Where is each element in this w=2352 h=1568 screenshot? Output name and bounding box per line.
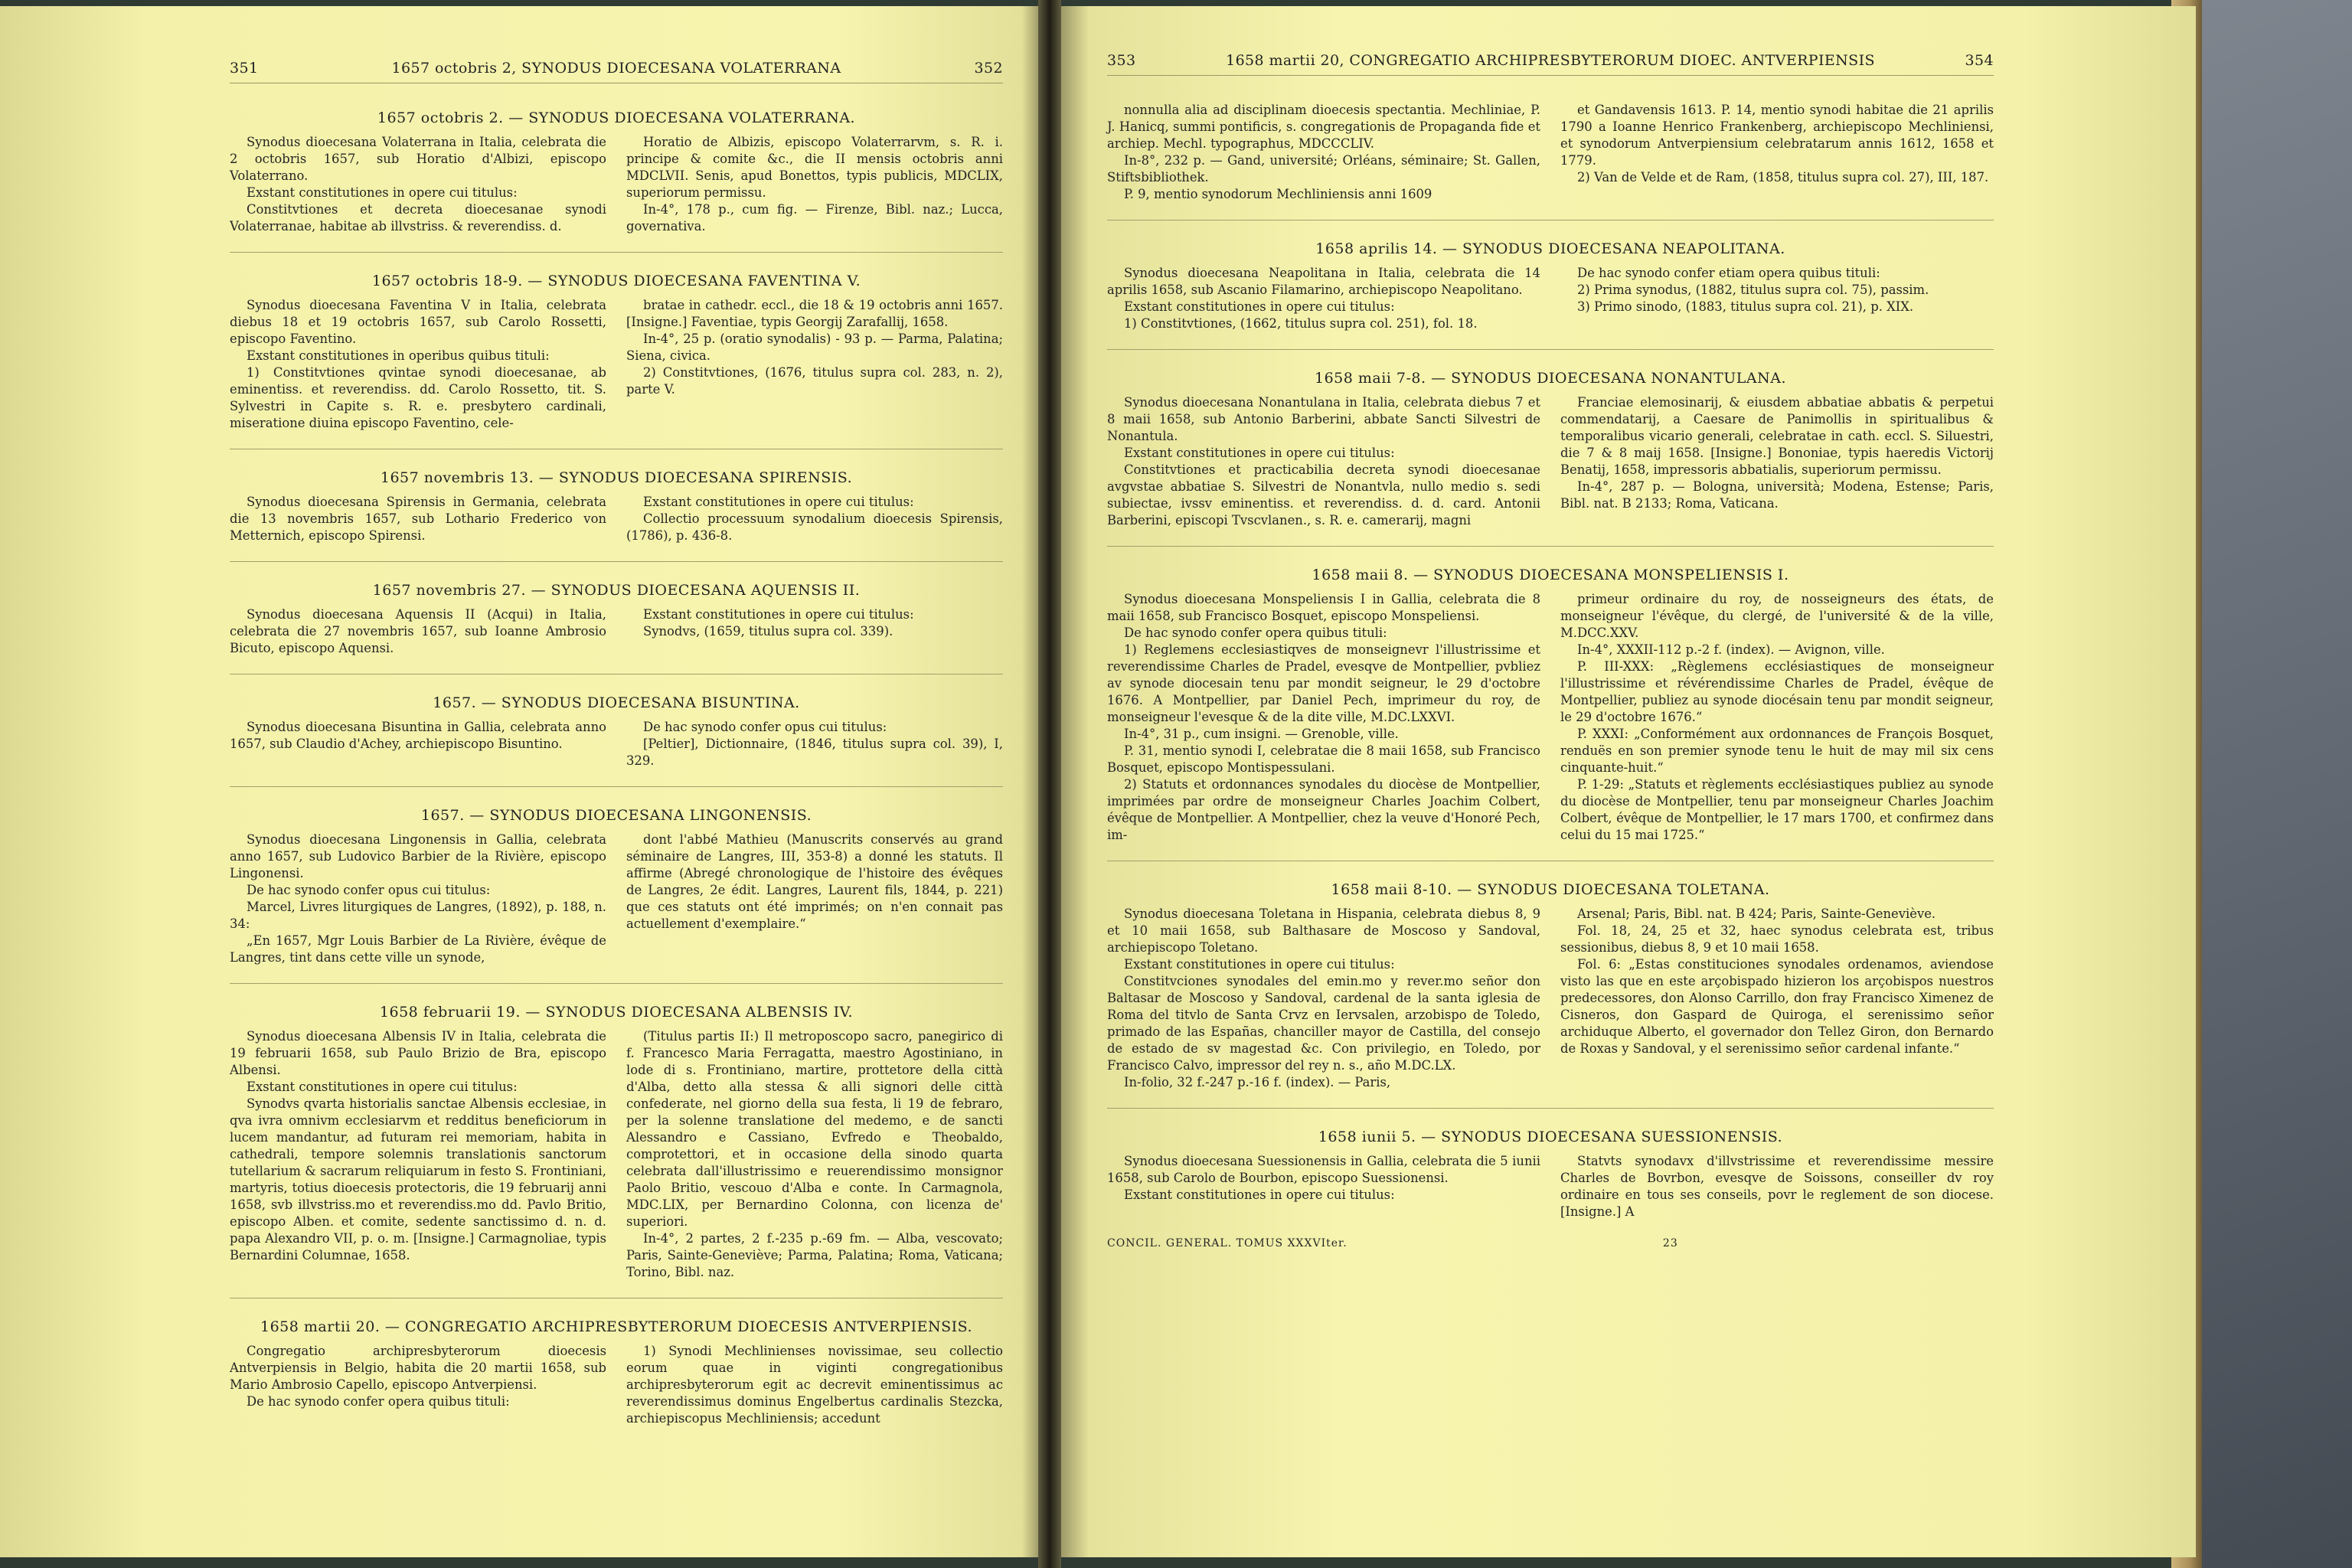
entry-paragraph: Synodus dioecesana Volaterrana in Italia, celebrata die 2 octobris 1657, sub Horatio d'Albizi, episcopo Volaterrano. xyxy=(230,135,606,183)
synod-entry xyxy=(1107,240,1994,332)
entry-paragraph: De hac synodo confer opera quibus tituli: xyxy=(1124,626,1387,640)
entry-column xyxy=(1107,265,1540,332)
entry-column xyxy=(1560,265,1994,332)
entry-column xyxy=(1560,906,1994,1091)
entry-column xyxy=(1107,906,1540,1091)
entry-paragraph: Constitvtiones et decreta dioecesanae synodi Volaterranae, habitae ab illvstriss. & reverendiss. d. xyxy=(230,202,606,234)
entry-body xyxy=(230,134,1003,235)
entry-paragraph: P. 9, mentio synodorum Mechliniensis anni 1609 xyxy=(1124,187,1432,201)
entry-paragraph: Constitvciones synodales del emin.mo y rever.mo señor don Baltasar de Moscoso y Sandoval, cardenal de la santa iglesia de Roma del titvlo de Santa Crvz en Iervsalen, arzobispo de Toledo, primado de las Españas, chanciller mayor de Castilla, del consejo de estado de sv magestad &c. Con privilegio, en Toledo, por Francisco Calvo, impressor del rey n. s., año M.DC.LX. xyxy=(1107,974,1540,1073)
entry-paragraph: Synodus dioecesana Faventina V in Italia, celebrata diebus 18 et 19 octobris 1657, sub Carolo Rossetti, episcopo Faventino. xyxy=(230,298,606,346)
running-title: 1658 martii 20, CONGREGATIO ARCHIPRESBYTERORUM DIOEC. ANTVERPIENSIS xyxy=(1226,52,1875,69)
page-number-352: 352 xyxy=(974,60,1003,77)
synod-entry xyxy=(230,469,1003,544)
entry-paragraph: De hac synodo confer opus cui titulus: xyxy=(643,720,887,734)
entry-separator xyxy=(230,561,1003,562)
entry-title: 1657 octobris 18-9. — SYNODUS DIOECESANA FAVENTINA V. xyxy=(371,273,861,289)
page-footer xyxy=(1107,1237,1994,1250)
entry-body xyxy=(1107,394,1994,529)
entry-paragraph: Fol. 6: „Estas constituciones synodales ordenamos, aviendose visto las que en este arçobispado hizieron los arçobispos nuestros predecessores, don Alonso Carrillo, don fray Francisco Ximenez de Cisneros, don Gaspard de Quiroga, el serenissimo señor archiduque Alberto, el governador don Tellez Giron, don Bernardo de Roxas y Sandoval, y el serenissimo señor cardenal infante.“ xyxy=(1560,957,1994,1056)
entry-paragraph: De hac synodo confer etiam opera quibus tituli: xyxy=(1577,266,1880,280)
entry-paragraph: Congregatio archipresbyterorum dioecesis Antverpiensis in Belgio, habita die 20 martii 1658, sub Mario Ambrosio Capello, episcopo Antverpiensi. xyxy=(230,1344,606,1392)
entry-column xyxy=(626,1028,1003,1281)
entry-paragraph: Horatio de Albizis, episcopo Volaterrarvm, s. R. i. principe & comite &c., die II mensis octobris anni MDCLVII. Senis, apud Bonettos, typis publicis, MDCLIX, superiorum permissu. xyxy=(626,135,1003,200)
running-head-left xyxy=(230,60,1003,83)
entry-paragraph: Exstant constitutiones in opere cui titulus: xyxy=(643,607,914,622)
entry-paragraph: Synodus dioecesana Lingonensis in Gallia, celebrata anno 1657, sub Ludovico Barbier de la Rivière, episcopo Lingonensi. xyxy=(230,832,606,880)
gathering-number: 23 xyxy=(1662,1237,1678,1250)
entry-paragraph: Synodus dioecesana Toletana in Hispania, celebrata diebus 8, 9 et 10 maii 1658, sub Balthasare de Moscoso y Sandoval, archiepiscopo Toletano. xyxy=(1107,906,1540,955)
synod-entry xyxy=(230,1004,1003,1281)
entry-separator xyxy=(230,252,1003,253)
entry-title: 1658 aprilis 14. — SYNODUS DIOECESANA NEAPOLITANA. xyxy=(1315,240,1785,257)
entry-paragraph: 2) Van de Velde et de Ram, (1858, titulus supra col. 27), III, 187. xyxy=(1577,170,1989,185)
entry-column xyxy=(1107,591,1540,844)
entry-separator xyxy=(230,674,1003,675)
synod-entry xyxy=(230,273,1003,432)
entry-body xyxy=(230,494,1003,544)
entry-column xyxy=(1107,394,1540,529)
entry-column xyxy=(626,1343,1003,1427)
entry-paragraph: 3) Primo sinodo, (1883, titulus supra col. 21), p. XIX. xyxy=(1577,299,1914,314)
synod-entry xyxy=(230,109,1003,235)
entry-paragraph: Synodus dioecesana Bisuntina in Gallia, celebrata anno 1657, sub Claudio d'Achey, archiepiscopo Bisuntino. xyxy=(230,720,606,751)
entry-paragraph: Exstant constitutiones in opere cui titulus: xyxy=(1124,299,1395,314)
entry-paragraph: Synodus dioecesana Nonantulana in Italia, celebrata diebus 7 et 8 maii 1658, sub Antonio Barberini, abbate Sancti Silvestri de Nonantula. xyxy=(1107,395,1540,443)
synod-entry xyxy=(1107,567,1994,844)
entry-paragraph: In-folio, 32 f.-247 p.-16 f. (index). — Paris, xyxy=(1124,1075,1391,1089)
desk-background xyxy=(2202,0,2352,1568)
entry-column xyxy=(1107,1153,1540,1220)
entry-separator xyxy=(1107,546,1994,547)
entry-title: 1658 martii 20. — CONGREGATIO ARCHIPRESBYTERORUM DIOECESIS ANTVERPIENSIS. xyxy=(260,1318,972,1335)
entry-paragraph: Exstant constitutiones in opere cui titulus: xyxy=(247,185,518,200)
entry-paragraph: 2) Constitvtiones, (1676, titulus supra col. 283, n. 2), parte V. xyxy=(626,365,1003,397)
entry-body xyxy=(230,831,1003,966)
entry-paragraph: De hac synodo confer opus cui titulus: xyxy=(247,883,491,897)
entry-paragraph: In-4°, 287 p. — Bologna, università; Modena, Estense; Paris, Bibl. nat. B 2133; Roma, Vaticana. xyxy=(1560,479,1994,511)
entry-body xyxy=(230,1028,1003,1281)
entry-paragraph: Exstant constitutiones in opere cui titulus: xyxy=(1124,957,1395,972)
entry-column xyxy=(230,494,606,544)
entry-paragraph: Synodus dioecesana Albensis IV in Italia, celebrata die 19 februarii 1658, sub Paulo Brizio de Bra, episcopo Albensi. xyxy=(230,1029,606,1077)
left-entries xyxy=(230,109,1003,1427)
page-number-354: 354 xyxy=(1965,52,1994,69)
entry-body xyxy=(230,719,1003,769)
entry-title: 1657 novembris 27. — SYNODUS DIOECESANA AQUENSIS II. xyxy=(372,582,861,599)
signature-mark: CONCIL. GENERAL. TOMUS XXXVIter. xyxy=(1107,1237,1348,1250)
synod-entry xyxy=(1107,1129,1994,1220)
entry-paragraph: In-4°, XXXII-112 p.-2 f. (index). — Avignon, ville. xyxy=(1577,642,1885,657)
entry-paragraph: Fol. 18, 24, 25 et 32, haec synodus celebrata est, tribus sessionibus, diebus 8, 9 et 10 maii 1658. xyxy=(1560,923,1994,955)
entry-paragraph: Exstant constitutiones in opere cui titulus: xyxy=(1124,446,1395,460)
synod-entry xyxy=(1107,102,1994,203)
entry-paragraph: bratae in cathedr. eccl., die 18 & 19 octobris anni 1657. [Insigne.] Faventiae, typis Georgij Zarafallij, 1658. xyxy=(626,298,1003,329)
entry-column xyxy=(1560,394,1994,529)
entry-column xyxy=(626,134,1003,235)
entry-title: 1657 novembris 13. — SYNODUS DIOECESANA SPIRENSIS. xyxy=(380,469,853,486)
entry-paragraph: [Peltier], Dictionnaire, (1846, titulus supra col. 39), I, 329. xyxy=(626,737,1003,768)
entry-paragraph: Collectio processuum synodalium dioecesis Spirensis, (1786), p. 436-8. xyxy=(626,511,1003,543)
entry-paragraph: nonnulla alia ad disciplinam dioecesis spectantia. Mechliniae, P. J. Hanicq, summi pontificis, s. congregationis de Propaganda fide et archiep. Mechl. typographus, MDCCCLIV. xyxy=(1107,103,1540,151)
running-head-right xyxy=(1107,52,1994,76)
entry-column xyxy=(626,831,1003,966)
entry-column xyxy=(1560,1153,1994,1220)
entry-separator xyxy=(1107,349,1994,350)
entry-paragraph: Arsenal; Paris, Bibl. nat. B 424; Paris, Sainte-Geneviève. xyxy=(1577,906,1936,921)
entry-body xyxy=(230,297,1003,432)
entry-column xyxy=(230,1343,606,1427)
entry-paragraph: (Titulus partis II:) Il metroposcopo sacro, panegirico di f. Francesco Maria Ferragatta, maestro Agostiniano, in lode di s. Frontiniano, martire, prottetore della città d'Alba, detto alla stessa & alli signori delle città confederate, nel giorno della sua festa, li 19 de febraro, per la solenne translatione del medemo, e de sancti Alessandro e Cassiano, Evfredo e Theobaldo, comprotettori, et in occasione della sinodo quarta celebrata dall'illustrissimo e reuerendissimo monsignor Paolo Britio, vescouo d'Alba e conte. In Carmagnola, MDC.LIX, per Bernardino Colonna, con licenza de' superiori. xyxy=(626,1029,1003,1229)
entry-body xyxy=(230,606,1003,657)
entry-title: 1658 iunii 5. — SYNODUS DIOECESANA SUESSIONENSIS. xyxy=(1318,1129,1783,1145)
entry-paragraph: Statvts synodavx d'illvstrissime et reverendissime messire Charles de Bovrbon, evesqve de Soissons, conseiller dv roy ordinaire en tous ses conseils, povr le reglement de son diocese. [Insigne.] A xyxy=(1560,1154,1994,1219)
entry-body xyxy=(1107,906,1994,1091)
entry-paragraph: Synodus dioecesana Aquensis II (Acqui) in Italia, celebrata die 27 novembris 1657, sub Ioanne Ambrosio Bicuto, episcopo Aquensi. xyxy=(230,607,606,655)
entry-separator xyxy=(230,983,1003,984)
entry-paragraph: primeur ordinaire du roy, de nosseigneurs des états, de monseigneur l'évêque, du clergé, de l'université & de la ville, M.DCC.XXV. xyxy=(1560,592,1994,640)
entry-column xyxy=(626,297,1003,432)
entry-paragraph: De hac synodo confer opera quibus tituli: xyxy=(247,1394,510,1409)
synod-entry xyxy=(230,582,1003,657)
entry-body xyxy=(1107,591,1994,844)
entry-paragraph: In-4°, 31 p., cum insigni. — Grenoble, ville. xyxy=(1124,727,1399,741)
entry-body xyxy=(1107,1153,1994,1220)
entry-body xyxy=(1107,102,1994,203)
entry-column xyxy=(230,134,606,235)
right-entries xyxy=(1107,102,1994,1220)
entry-title: 1658 maii 7-8. — SYNODUS DIOECESANA NONANTULANA. xyxy=(1314,370,1786,387)
entry-paragraph: 2) Statuts et ordonnances synodales du diocèse de Montpellier, imprimées par ordre de monseigneur Charles Joachim Colbert, évêque de Montpellier. A Montpellier, chez la veuve d'Honoré Pech, im- xyxy=(1107,777,1540,842)
entry-column xyxy=(1560,591,1994,844)
entry-paragraph: 1) Reglemens ecclesiastiqves de monseignevr l'illustrissime et reverendissime Charles de Pradel, evesqve de Montpellier, pvbliez av synode diocesain tenu par mondit seigneur, le 29 d'octobre 1676. A Montpellier, par Daniel Pech, imprimeur du roy, de monseigneur l'evesque & de la dite ville, M.DC.LXXVI. xyxy=(1107,642,1540,724)
entry-paragraph: Marcel, Livres liturgiques de Langres, (1892), p. 188, n. 34: xyxy=(230,900,606,931)
left-page xyxy=(0,6,1043,1557)
synod-entry xyxy=(230,1318,1003,1427)
entry-paragraph: 1) Synodi Mechlinienses novissimae, seu collectio eorum quae in viginti congregationibus archipresbyterorum egit ac decrevit eminentissimus ac reverendissimus dominus Engelbertus cardinalis Stezcka, archiepiscopus Mechliniensis; accedunt xyxy=(626,1344,1003,1426)
entry-paragraph: 1) Constitvtiones qvintae synodi dioecesanae, ab eminentiss. et reverendiss. dd. Carolo Rossetto, tit. S. Sylvestri in Capite s. R. e. presbytero cardinali, miseratione diuina episcopo Faventino, cele- xyxy=(230,365,606,430)
entry-separator xyxy=(230,786,1003,787)
entry-paragraph: In-4°, 2 partes, 2 f.-235 p.-69 fm. — Alba, vescovato; Paris, Sainte-Geneviève; Parma, Palatina; Roma, Vaticana; Torino, Bibl. naz. xyxy=(626,1231,1003,1279)
entry-paragraph: P. 1-29: „Statuts et règlements ecclésiastiques publiez au synode du diocèse de Montpellier, tenu par monseigneur Charles Joachim Colbert, évêque de Montpellier, le 17 mars 1700, et confirmez dans celui du 15 mai 1725.“ xyxy=(1560,777,1994,842)
synod-entry xyxy=(1107,370,1994,529)
entry-column xyxy=(230,297,606,432)
right-page xyxy=(1055,6,2196,1557)
entry-paragraph: In-4°, 178 p., cum fig. — Firenze, Bibl. naz.; Lucca, governativa. xyxy=(626,202,1003,234)
entry-paragraph: 2) Prima synodus, (1882, titulus supra col. 75), passim. xyxy=(1577,283,1929,297)
entry-column xyxy=(626,606,1003,657)
entry-paragraph: et Gandavensis 1613. P. 14, mentio synodi habitae die 21 aprilis 1790 a Ioanne Henrico Frankenberg, archiepiscopo Mechliniensi, et synodorum Antverpiensium celebratarum annis 1612, 1658 et 1779. xyxy=(1560,103,1994,168)
entry-paragraph: Franciae elemosinarij, & eiusdem abbatiae abbatis & perpetui commendatarij, a Caesare de Panimollis in spiritualibus & temporalibus vicario generali, celebratae in cath. eccl. S. Siluestri, die 7 & 8 maij 1658. [Insigne.] Bononiae, typis haeredis Victorij Benatij, 1658, impressoris abbatialis, superiorum permissu. xyxy=(1560,395,1994,477)
entry-paragraph: Synodus dioecesana Suessionensis in Gallia, celebrata die 5 iunii 1658, sub Carolo de Bourbon, episcopo Suessionensi. xyxy=(1107,1154,1540,1185)
entry-paragraph: „En 1657, Mgr Louis Barbier de La Rivière, évêque de Langres, tint dans cette ville un synode, xyxy=(230,933,606,965)
entry-paragraph: Exstant constitutiones in opere cui titulus: xyxy=(1124,1187,1395,1202)
entry-paragraph: Synodvs, (1659, titulus supra col. 339). xyxy=(643,624,893,639)
entry-paragraph: Exstant constitutiones in opere cui titulus: xyxy=(643,495,914,509)
entry-column xyxy=(626,494,1003,544)
entry-paragraph: Synodus dioecesana Neapolitana in Italia, celebrata die 14 aprilis 1658, sub Ascanio Filamarino, archiepiscopo Neapolitano. xyxy=(1107,266,1540,297)
entry-paragraph: Synodvs qvarta historialis sanctae Albensis ecclesiae, in qva ivra omnivm ecclesiarvm et redditus beneficiorum in lucem mandantur, ad futuram rei memoriam, habita in cathedrali, tempore solemnis translationis sanctorum tutellarium & sacrarum reliquiarum in festo S. Frontiniani, martyris, totius dioecesis protectoris, die 19 februarij anni 1658, svb illvstriss.mo et reverendiss.mo dd. Pavlo Britio, episcopo Alben. et comite, sedente sanctissimo d. n. d. papa Alexandro VII, p. o. m. [Insigne.] Carmagnoliae, typis Bernardini Columnae, 1658. xyxy=(230,1096,606,1263)
synod-entry xyxy=(230,694,1003,769)
entry-body xyxy=(230,1343,1003,1427)
entry-paragraph: Exstant constitutiones in opere cui titulus: xyxy=(247,1080,518,1094)
page-number-351: 351 xyxy=(230,60,259,77)
entry-paragraph: P. 31, mentio synodi I, celebratae die 8 maii 1658, sub Francisco Bosquet, episcopo Montispessulani. xyxy=(1107,743,1540,775)
entry-body xyxy=(1107,265,1994,332)
entry-paragraph: Constitvtiones et practicabilia decreta synodi dioecesanae avgvstae abbatiae S. Silvestri de Nonantvla, nullo medio s. sedi subiectae, ivssv eminentiss. et reverendiss. d. d. card. Antonii Barberini, episcopi Tvscvlanen., s. R. e. camerarij, magni xyxy=(1107,462,1540,528)
entry-title: 1657. — SYNODUS DIOECESANA BISUNTINA. xyxy=(433,694,800,711)
page-number-353: 353 xyxy=(1107,52,1136,69)
entry-paragraph: P. III-XXX: „Règlemens ecclésiastiques de monseigneur l'illustrissime et révérendissime Charles de Pradel, évêque de Montpellier, publiez au synode diocésain tenu par mondit seigneur, le 29 d'octobre 1676.“ xyxy=(1560,659,1994,724)
entry-column xyxy=(1560,102,1994,203)
entry-column xyxy=(230,606,606,657)
entry-title: 1657. — SYNODUS DIOECESANA LINGONENSIS. xyxy=(420,807,812,824)
entry-title: 1657 octobris 2. — SYNODUS DIOECESANA VOLATERRANA. xyxy=(377,109,856,126)
entry-column xyxy=(1107,102,1540,203)
entry-title: 1658 maii 8-10. — SYNODUS DIOECESANA TOLETANA. xyxy=(1331,881,1770,898)
entry-column xyxy=(230,1028,606,1281)
entry-paragraph: Exstant constitutiones in operibus quibus tituli: xyxy=(247,348,550,363)
entry-paragraph: In-4°, 25 p. (oratio synodalis) - 93 p. — Parma, Palatina; Siena, civica. xyxy=(626,332,1003,363)
entry-paragraph: In-8°, 232 p. — Gand, université; Orléans, séminaire; St. Gallen, Stiftsbibliothek. xyxy=(1107,153,1540,185)
entry-column xyxy=(230,831,606,966)
entry-paragraph: Synodus dioecesana Monspeliensis I in Gallia, celebrata die 8 maii 1658, sub Francisco Bosquet, episcopo Monspeliensi. xyxy=(1107,592,1540,623)
book-gutter xyxy=(1038,0,1061,1568)
running-title: 1657 octobris 2, SYNODUS DIOECESANA VOLATERRANA xyxy=(391,60,841,77)
entry-paragraph: 1) Constitvtiones, (1662, titulus supra col. 251), fol. 18. xyxy=(1124,316,1478,331)
entry-column xyxy=(626,719,1003,769)
entry-paragraph: Synodus dioecesana Spirensis in Germania, celebrata die 13 novembris 1657, sub Lothario Frederico von Metternich, episcopo Spirensi. xyxy=(230,495,606,543)
synod-entry xyxy=(1107,881,1994,1091)
entry-paragraph: dont l'abbé Mathieu (Manuscrits conservés au grand séminaire de Langres, III, 353-8) a donné les statuts. Il affirme (Abregé chronologique de l'histoire des évêques de Langres, 2e édit. Langres, Laurent fils, 1844, p. 221) que ces statuts ont été imprimés; on n'en connait pas actuellement d'exemplaire.“ xyxy=(626,832,1003,931)
entry-title: 1658 maii 8. — SYNODUS DIOECESANA MONSPELIENSIS I. xyxy=(1312,567,1789,583)
entry-column xyxy=(230,719,606,769)
entry-separator xyxy=(1107,1108,1994,1109)
synod-entry xyxy=(230,807,1003,966)
entry-paragraph: P. XXXI: „Conformément aux ordonnances de François Bosquet, renduës en son premier synode tenu le huit de may mil six cens cinquante-huit.“ xyxy=(1560,727,1994,775)
entry-title: 1658 februarii 19. — SYNODUS DIOECESANA ALBENSIS IV. xyxy=(379,1004,854,1021)
